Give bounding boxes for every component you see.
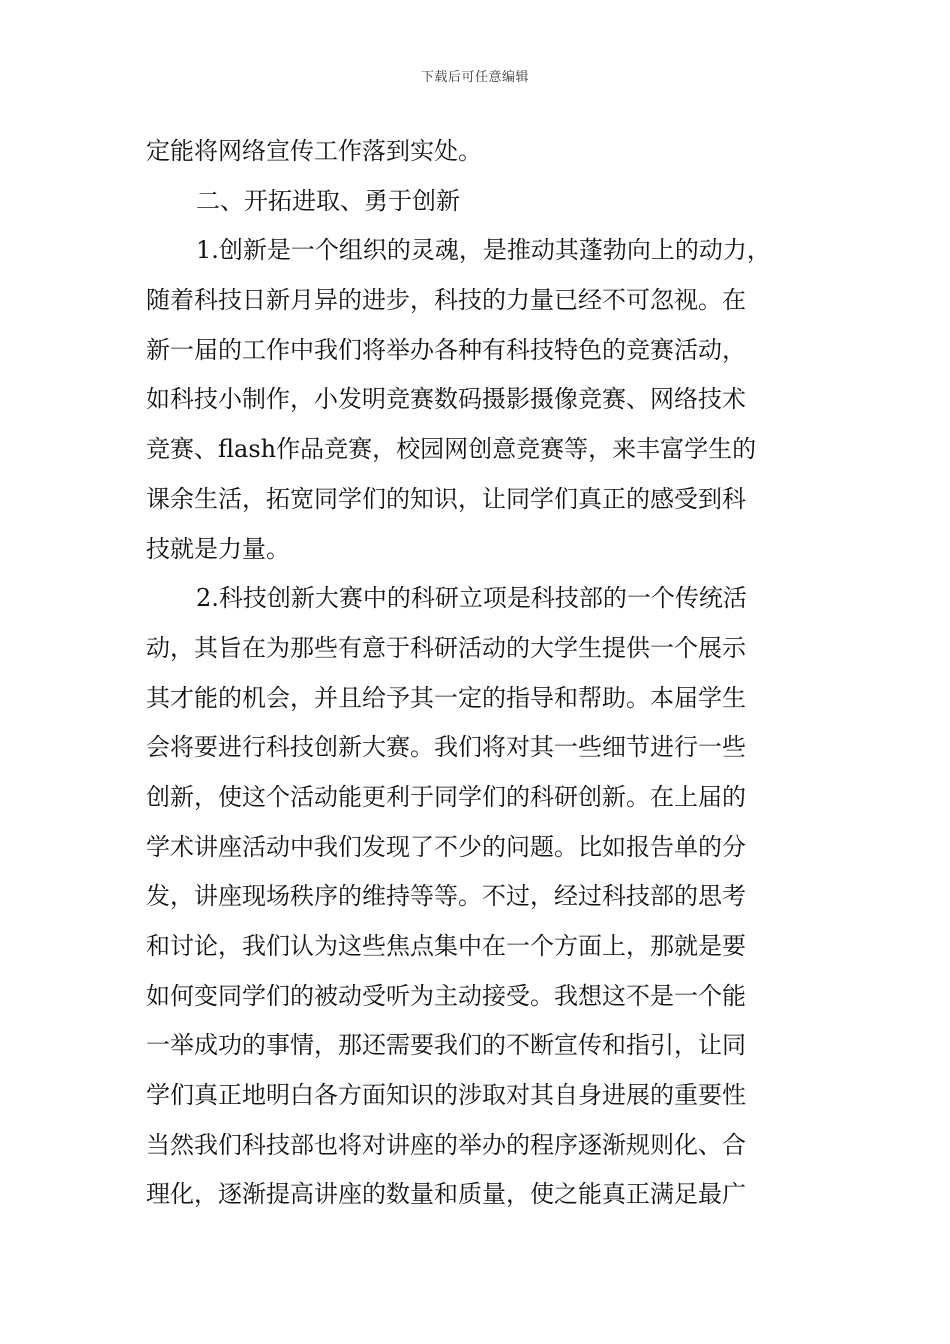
page-header: 下载后可任意编辑 (420, 70, 529, 85)
text-line: 发，讲座现场秩序的维持等等。不过，经过科技部的思考 (146, 882, 746, 911)
text-line: 动，其旨在为那些有意于科研活动的大学生提供一个展示 (146, 633, 746, 662)
text-line: 创新，使这个活动能更利于同学们的科研创新。在上届的 (146, 782, 746, 811)
text-line: 新一届的工作中我们将举办各种有科技特色的竞赛活动， (146, 335, 746, 364)
text-line: 技就是力量。 (146, 534, 290, 563)
text-line: 1.创新是一个组织的灵魂，是推动其蓬勃向上的动力， (196, 236, 771, 265)
text-line: 随着科技日新月异的进步，科技的力量已经不可忽视。在 (146, 286, 746, 315)
text-line: 和讨论，我们认为这些焦点集中在一个方面上，那就是要 (146, 932, 746, 960)
document-body (146, 127, 836, 1220)
text-line: 学们真正地明白各方面知识的涉取对其自身进展的重要性 (146, 1081, 746, 1110)
text-line: 课余生活，拓宽同学们的知识，让同学们真正的感受到科 (146, 484, 746, 513)
text-line: 定能将网络宣传工作落到实处。 (146, 137, 482, 165)
text-line: 会将要进行科技创新大赛。我们将对其一些细节进行一些 (146, 733, 746, 762)
text-line: 二、开拓进取、勇于创新 (196, 186, 460, 215)
text-line: 学术讲座活动中我们发现了不少的问题。比如报告单的分 (146, 832, 746, 861)
text-line: 其才能的机会，并且给予其一定的指导和帮助。本届学生 (146, 683, 746, 712)
text-line: 如何变同学们的被动受听为主动接受。我想这不是一个能 (146, 981, 746, 1010)
text-line: 2.科技创新大赛中的科研立项是科技部的一个传统活 (196, 584, 747, 613)
text-line: 如科技小制作，小发明竞赛数码摄影摄像竞赛、网络技术 (146, 385, 746, 414)
text-line: 竞赛、flash作品竞赛，校园网创意竞赛等，来丰富学生的 (146, 435, 757, 464)
text-line: 一举成功的事情，那还需要我们的不断宣传和指引，让同 (146, 1031, 746, 1060)
text-line: 理化，逐渐提高讲座的数量和质量，使之能真正满足最广 (146, 1180, 746, 1209)
text-line: 当然我们科技部也将对讲座的举办的程序逐渐规则化、合 (146, 1130, 746, 1159)
